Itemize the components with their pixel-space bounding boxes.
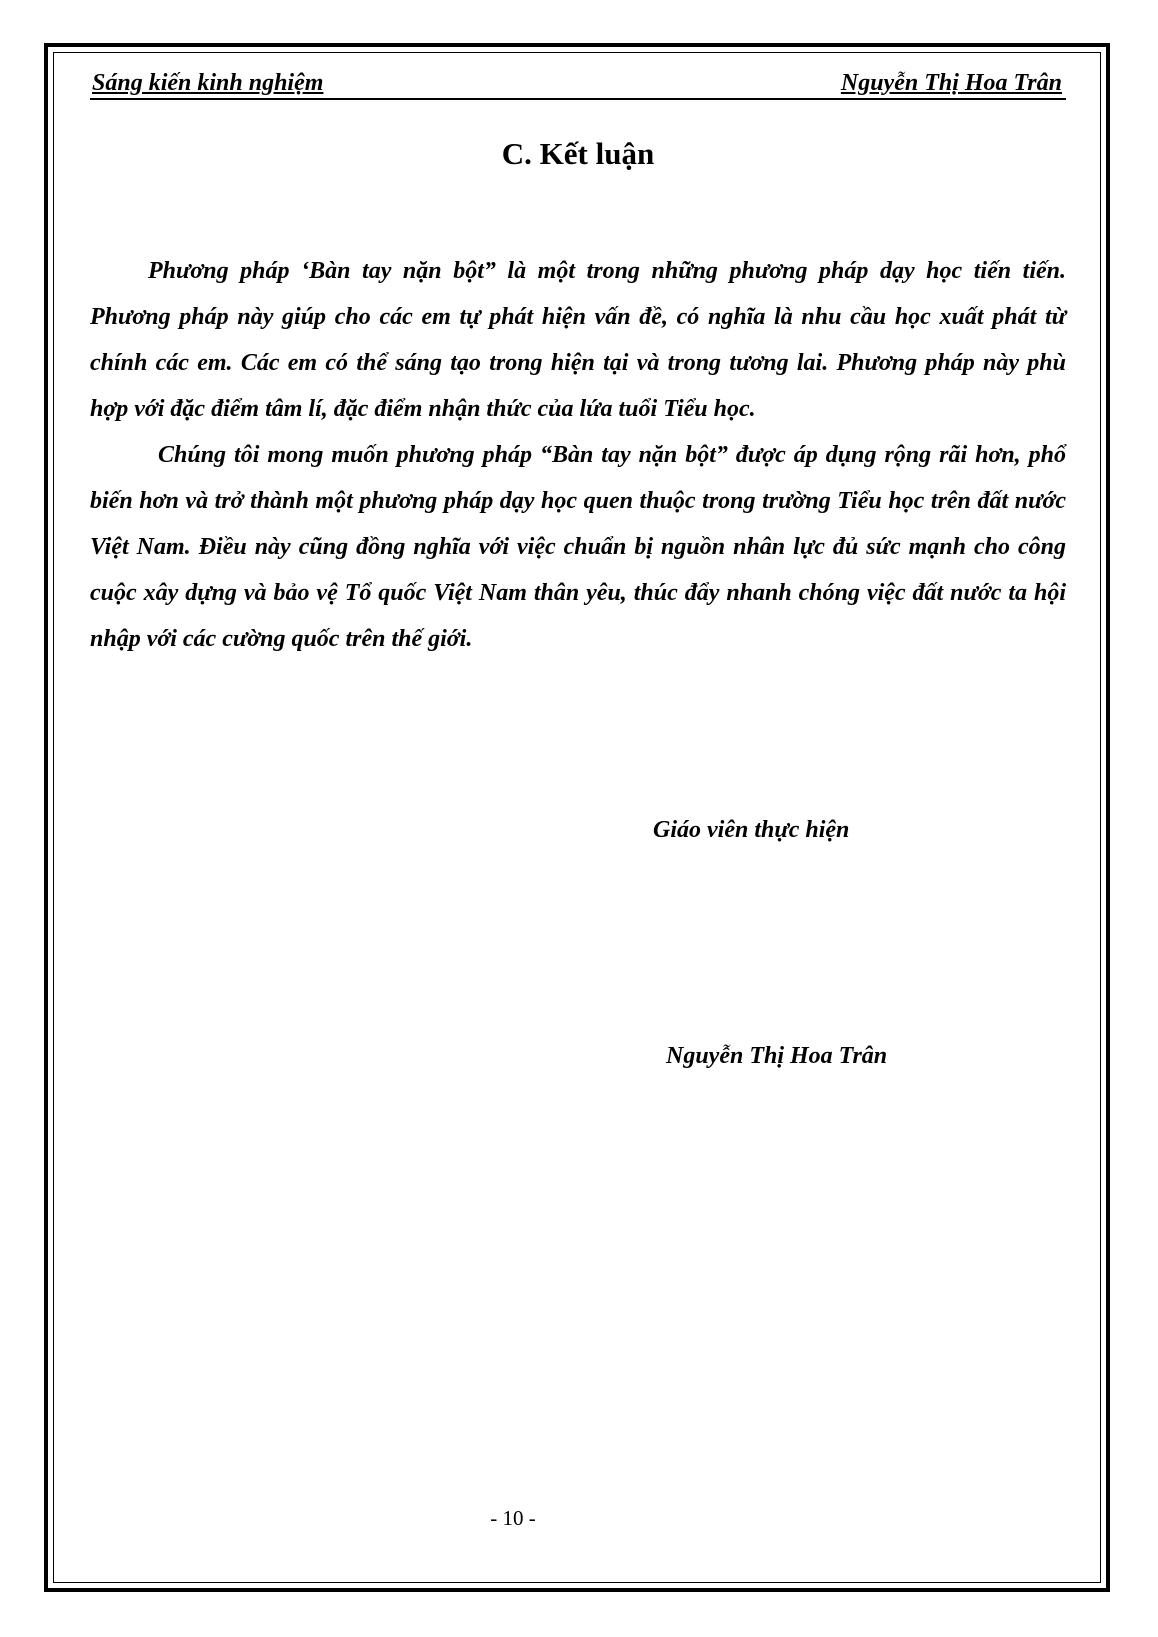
header-author: Nguyễn Thị Hoa Trân [840,70,1062,96]
conclusion-body [90,248,1066,662]
running-header [90,68,1066,100]
signature-name: Nguyễn Thị Hoa Trân [666,1043,888,1069]
page-number: - 10 - [490,1506,536,1530]
conclusion-paragraph-1: Phương pháp ‘Bàn tay nặn bột” là một trong những phương pháp dạy học tiến tiến. Phương pháp này giúp cho các em tự phát hiện vấn đề, có nghĩa là nhu cầu học xuất phát từ chính các em. Các em có thể sáng tạo trong hiện tại và trong tương lai. Phương pháp này phù hợp với đặc điểm tâm lí, đặc điểm nhận thức của lứa tuổi Tiểu học. [90,258,1066,422]
conclusion-paragraph-2: Chúng tôi mong muốn phương pháp “Bàn tay nặn bột” được áp dụng rộng rãi hơn, phổ biến hơn và trở thành một phương pháp dạy học quen thuộc trong trường Tiểu học trên đất nước Việt Nam. Điều này cũng đồng nghĩa với việc chuẩn bị nguồn nhân lực đủ sức mạnh cho công cuộc xây dựng và bảo vệ Tổ quốc Việt Nam thân yêu, thúc đẩy nhanh chóng việc đất nước ta hội nhập với các cường quốc trên thế giới. [90,442,1066,652]
header-document-type: Sáng kiến kinh nghiệm [92,70,324,96]
signature-role: Giáo viên thực hiện [653,817,850,843]
section-title: C. Kết luận [501,136,655,171]
